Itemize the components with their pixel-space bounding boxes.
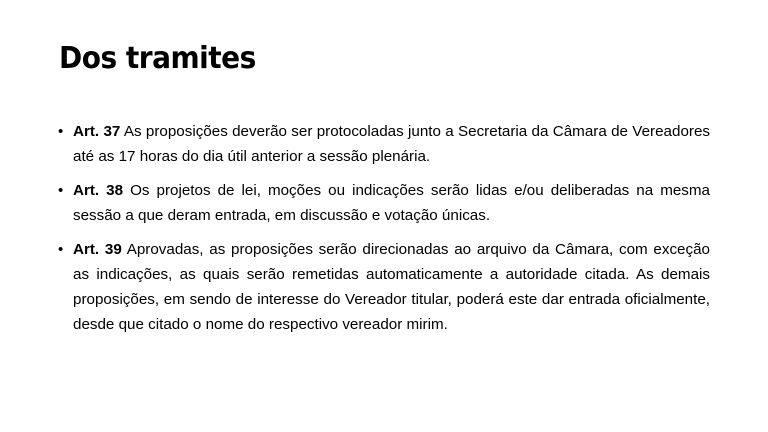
article-list bbox=[56, 119, 710, 346]
bullet-icon: • bbox=[58, 241, 64, 258]
article-label: Art. 39 bbox=[73, 241, 122, 258]
bullet-icon: • bbox=[58, 123, 64, 140]
article-text: As proposições deverão ser protocoladas junto a Secretaria da Câmara de Vereadores até as 17 horas do dia útil anterior a sessão plenária. bbox=[73, 123, 710, 165]
article-label: Art. 37 bbox=[73, 123, 121, 140]
article-label: Art. 38 bbox=[73, 182, 124, 199]
article-item bbox=[56, 119, 710, 169]
bullet-icon: • bbox=[58, 182, 64, 199]
slide-title: Dos tramites bbox=[59, 40, 256, 76]
article-text: Aprovadas, as proposições serão direcionadas ao arquivo da Câmara, com exceção as indicações, as quais serão remetidas automaticamente a autoridade citada. As demais proposições, em sendo de interesse do Vereador titular, poderá este dar entrada oficialmente, desde que citado o nome do respectivo vereador mirim. bbox=[73, 241, 710, 333]
article-text: Os projetos de lei, moções ou indicações serão lidas e/ou deliberadas na mesma sessão a que deram entrada, em discussão e votação únicas. bbox=[73, 182, 710, 224]
article-item bbox=[56, 178, 710, 228]
article-item bbox=[56, 237, 710, 337]
